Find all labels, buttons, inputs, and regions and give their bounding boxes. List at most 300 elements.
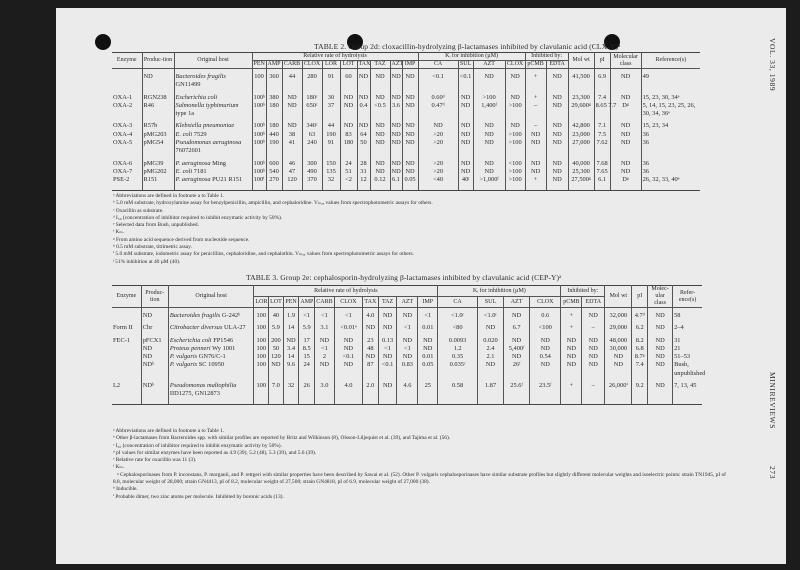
production-cell: pMG54 xyxy=(142,139,174,156)
value-cell: ND xyxy=(340,102,357,119)
value-cell: 8.65 7.7 xyxy=(594,102,610,119)
host-cell xyxy=(174,69,252,90)
value-cell: 5.9 xyxy=(269,320,284,332)
value-cell: 540 xyxy=(266,168,282,176)
value-cell: ND xyxy=(546,102,568,119)
value-cell: 0.01 xyxy=(418,353,438,361)
host-cell xyxy=(174,156,252,168)
value-cell: 0.01 xyxy=(418,320,438,332)
value-cell: ND xyxy=(530,361,561,378)
value-cell: 180 xyxy=(266,118,282,130)
value-cell: + xyxy=(561,320,582,332)
header-molecular-class: Molecular class xyxy=(610,53,641,69)
value-cell: 2.0 xyxy=(363,378,379,404)
enzyme-cell xyxy=(112,361,141,378)
header-substrate: TAZ xyxy=(378,297,397,308)
host-strain: GN76/C-1 xyxy=(198,353,226,361)
value-cell: ND xyxy=(505,90,525,102)
value-cell: 60 xyxy=(340,69,357,90)
value-cell: 1.9 xyxy=(283,308,299,321)
value-cell: 7.0 xyxy=(269,378,284,404)
header-enzyme: Enzyme xyxy=(112,286,141,308)
host-strain: GN11499 xyxy=(175,81,201,89)
value-cell: <1 xyxy=(334,308,362,321)
header-inhibited-by: EDTA xyxy=(582,297,605,308)
value-cell: 25,300 xyxy=(568,168,594,176)
header-substrate: AZT xyxy=(391,61,404,67)
enzyme-cell: FEC-1 xyxy=(112,333,141,345)
value-cell: 100ʰ xyxy=(253,167,266,175)
value-cell: ND xyxy=(370,131,390,139)
value-cell: >20 xyxy=(418,156,458,168)
host-strain: Ming xyxy=(212,159,227,167)
value-cell: 180ᶜ xyxy=(302,90,322,102)
value-cell: 360 xyxy=(266,69,282,90)
value-cell: 1.2 xyxy=(438,345,478,353)
value-cell: >100 xyxy=(505,139,525,156)
value-cell: <1 xyxy=(299,308,315,321)
value-cell: 27,000 xyxy=(568,139,594,156)
value-cell: 29,000 xyxy=(605,320,632,332)
value-cell: 8.7ᵍ xyxy=(632,353,648,361)
value-cell: 63 xyxy=(302,131,322,139)
value-cell: 150 xyxy=(322,156,340,168)
value-cell: ND xyxy=(458,156,473,168)
value-cell: ND xyxy=(561,353,582,361)
page-number: 273 xyxy=(768,466,777,480)
table-row xyxy=(112,320,702,332)
value-cell: ND xyxy=(402,69,418,90)
references-cell: 36 xyxy=(641,139,700,156)
host-species: P. vulgaris xyxy=(169,353,198,361)
value-cell: >20 xyxy=(418,131,458,139)
enzyme-cell: PSE-2 xyxy=(112,176,142,190)
footnote: ᵉ Relative rate for oxacillin was 11 (3). xyxy=(113,457,197,464)
header-relative-rate-group: Relative rate of hydrolysis xyxy=(254,286,438,297)
value-cell: 50 xyxy=(357,139,370,156)
value-cell: ND xyxy=(582,361,605,378)
value-cell: 40 xyxy=(269,308,284,321)
value-cell: 31 xyxy=(357,168,370,176)
host-species: Escherichia coli xyxy=(169,336,212,344)
host-cell xyxy=(168,320,254,332)
value-cell: 3.0 xyxy=(315,378,335,404)
value-cell: 100 xyxy=(254,345,269,353)
host-cell xyxy=(174,176,252,190)
header-pi: pI xyxy=(632,286,648,308)
table-row xyxy=(112,139,700,156)
enzyme-cell: OXA-7 xyxy=(112,168,142,176)
table3 xyxy=(112,285,706,405)
value-cell: 1,400ᶠ xyxy=(473,102,505,119)
value-cell: 100 xyxy=(254,320,269,332)
value-cell: 30 xyxy=(322,90,340,102)
value-cell: 7.62 xyxy=(594,139,610,156)
value-cell: 0.13 xyxy=(378,333,397,345)
value-cell: 50 xyxy=(269,345,284,353)
value-cell: ND xyxy=(282,102,302,119)
footnote: ᵉ Selected data from Bush, unpublished. xyxy=(113,222,199,229)
host-cell xyxy=(168,361,254,378)
production-cell: ND xyxy=(141,308,168,321)
value-cell: ND xyxy=(390,90,402,102)
header-substrate: IMP xyxy=(418,297,438,308)
value-cell: 300 xyxy=(302,156,322,168)
value-cell: ND xyxy=(458,139,473,156)
value-cell: <1.0ᶜ xyxy=(477,308,503,321)
value-cell: 100ʰ xyxy=(252,156,266,168)
value-cell: <40 xyxy=(418,176,458,190)
value-cell: ND xyxy=(458,102,473,119)
header-substrate: AMP xyxy=(299,297,315,308)
value-cell: 5,400ᶠ xyxy=(504,345,530,353)
host-species: Escherichia coli xyxy=(175,93,218,101)
value-cell: ND xyxy=(648,333,673,345)
table3-title: TABLE 3. Group 2e: cephalosporin-hydrolyzing β-lactamases inhibited by clavulanic acid (CEP-Y)ᵃ xyxy=(246,273,562,282)
header-inhibited-by: EDTA xyxy=(546,61,568,69)
table-row xyxy=(112,118,700,130)
production-cell: ND xyxy=(141,353,168,361)
value-cell: 17 xyxy=(299,333,315,345)
host-species: Bacteroides fragilis xyxy=(169,312,221,319)
header-references: Refer-ence(s) xyxy=(673,286,702,308)
footnote: ᶠ Kₘ. xyxy=(113,229,125,236)
value-cell: ND xyxy=(282,118,302,130)
header-references: Reference(s) xyxy=(641,53,700,69)
value-cell: 23 xyxy=(363,333,379,345)
host-strain: SC 10950 xyxy=(198,361,225,369)
host-cell xyxy=(168,345,254,353)
value-cell: 380 xyxy=(266,90,282,102)
value-cell: 3.1 xyxy=(315,320,335,332)
value-cell: 370 xyxy=(302,176,322,190)
value-cell: <1.0ᶜ xyxy=(438,308,478,321)
header-substrate: CLOX xyxy=(334,297,362,308)
value-cell: >100 xyxy=(473,90,505,102)
value-cell: 23,000 xyxy=(568,131,594,139)
value-cell: 32 xyxy=(322,176,340,190)
value-cell: <0.1 xyxy=(334,353,362,361)
value-cell: <1 xyxy=(397,345,418,353)
enzyme-cell: OXA-3 xyxy=(112,118,142,130)
value-cell: ND xyxy=(402,139,418,156)
production-cell: pFCX1 xyxy=(141,333,168,345)
header-substrate: PEN xyxy=(283,297,299,308)
value-cell: 8.5 xyxy=(299,345,315,353)
value-cell: ND xyxy=(390,156,402,168)
footnote: ʲ 51% inhibition at 40 µM (40). xyxy=(113,258,181,265)
references-cell: 36 xyxy=(641,168,700,176)
value-cell: 190 xyxy=(322,131,340,139)
footnote: ᶜ Oxacillin as substrate. xyxy=(113,207,164,214)
value-cell: 0.35 xyxy=(438,353,478,361)
value-cell: Dᵍ xyxy=(610,102,641,119)
value-cell: ND xyxy=(458,168,473,176)
header-molecular-class: Molec-ular class xyxy=(648,286,673,308)
enzyme-cell: L2 xyxy=(112,378,141,404)
value-cell: 180 xyxy=(266,102,282,119)
value-cell: + xyxy=(525,90,546,102)
value-cell: ND xyxy=(334,361,362,378)
value-cell: ND xyxy=(370,69,390,90)
value-cell: ND xyxy=(582,345,605,353)
enzyme-cell xyxy=(112,308,141,321)
value-cell: 32,000 xyxy=(605,308,632,321)
value-cell: ND xyxy=(610,131,641,139)
value-cell: <0.1 xyxy=(378,361,397,378)
header-inhibited-by-group: Inhibited by: xyxy=(525,53,568,61)
header-inhibitor: AZT xyxy=(473,61,505,69)
value-cell: 12 xyxy=(357,176,370,190)
header-relative-rate-group: Relative rate of hydrolysis xyxy=(252,53,418,61)
value-cell: 47 xyxy=(282,168,302,176)
value-cell: 100ⁱ xyxy=(252,176,266,190)
header-inhibitor: CA xyxy=(438,297,478,308)
header-inhibitor: CA xyxy=(418,61,458,69)
value-cell: ND xyxy=(458,90,473,102)
host-cell xyxy=(174,139,252,156)
value-cell: 100 xyxy=(252,69,266,90)
value-cell: ND xyxy=(477,320,503,332)
value-cell: ND xyxy=(648,353,673,361)
enzyme-cell: OXA-2 xyxy=(112,102,142,119)
value-cell: 0.05 xyxy=(402,176,418,190)
host-species: P. aeruginosa xyxy=(175,176,211,184)
value-cell: <0.01ᵉ xyxy=(334,320,362,332)
value-cell: 46 xyxy=(282,156,302,168)
table-row xyxy=(112,333,702,345)
value-cell: ND xyxy=(390,118,402,130)
value-cell: >100 xyxy=(505,102,525,119)
value-cell: 0.58 xyxy=(438,378,478,404)
value-cell: ND xyxy=(582,353,605,361)
header-inhibited-by: pCMB xyxy=(561,297,582,308)
header-pi: pI xyxy=(594,53,610,69)
header-substrate: LOR xyxy=(322,61,340,69)
footnote: ᶜ I₅₀ (concentration of inhibitor required to inhibit enzymatic activity by 50%). xyxy=(113,442,282,449)
value-cell: ND xyxy=(610,139,641,156)
references-cell: 51–53 xyxy=(673,353,702,361)
value-cell: 23.5ᶠ xyxy=(530,378,561,404)
host-cell xyxy=(174,90,252,102)
value-cell: ND xyxy=(582,308,605,321)
references-cell: 5, 14, 15, 23, 25, 26, 30, 34, 36ᵉ xyxy=(641,102,700,119)
header-substrate: CLOX xyxy=(303,61,321,67)
references-cell: Bush, unpublished xyxy=(674,361,706,377)
table2-footnotes xyxy=(113,193,733,266)
value-cell: ND xyxy=(357,118,370,130)
header-substrate: CARB xyxy=(315,297,335,308)
value-cell: ND xyxy=(402,131,418,139)
header-enzyme: Enzyme xyxy=(112,53,142,69)
enzyme-cell xyxy=(112,69,142,90)
host-strain: ULA-27 xyxy=(223,324,246,332)
footnote: ᵇ 5.0 mM substrate, hydroxylamine assay for benzylpenicillin, ampicillin, and cephaloridine. Vₘₐₓ values from spectrophotometric assays for others. xyxy=(113,200,433,207)
value-cell: 7.68 xyxy=(594,156,610,168)
table2-title: TABLE 2. Group 2d: cloxacillin-hydrolyzing β-lactamases inhibited by clavulanic acid (CLX-Y)ᵃ xyxy=(314,42,621,51)
value-cell: 1.87 xyxy=(477,378,503,404)
header-substrate: AZT xyxy=(397,297,418,308)
value-cell: 25.6ᶠ xyxy=(504,378,530,404)
value-cell: 6.9 xyxy=(594,69,610,90)
value-cell: ND xyxy=(648,378,673,404)
table-row xyxy=(112,361,702,378)
footnote: ᵈ I₅₀ (concentration of inhibitor required to inhibit enzymatic activity by 50%). xyxy=(113,214,283,221)
value-cell: 0.54 xyxy=(530,353,561,361)
value-cell: 100ʰ xyxy=(253,130,266,138)
value-cell: 4.7ᵈ xyxy=(632,308,648,321)
value-cell: 41,500 xyxy=(568,69,594,90)
header-substrate: LOT xyxy=(269,297,284,308)
value-cell: ND xyxy=(397,333,418,345)
header-substrate: LOR xyxy=(254,297,269,308)
header-inhibitor: AZT xyxy=(504,297,530,308)
value-cell: 100ᵇ xyxy=(252,90,266,102)
enzyme-cell: OXA-5 xyxy=(112,139,142,156)
value-cell: <0.1 xyxy=(418,69,458,90)
value-cell: 37 xyxy=(322,102,340,119)
value-cell: ND xyxy=(504,353,530,361)
value-cell: ND xyxy=(504,308,530,321)
production-cell: R57b xyxy=(142,118,174,130)
value-cell: >20 xyxy=(418,168,458,176)
value-cell: 26ᶠ xyxy=(504,361,530,378)
value-cell: 24 xyxy=(299,361,315,378)
value-cell: <1 xyxy=(315,308,335,321)
value-cell: ND xyxy=(525,168,546,176)
value-cell: 9.6 xyxy=(283,361,299,378)
footnote: ᵃ Abbreviations are defined in footnote a to Table 1. xyxy=(113,428,225,434)
value-cell: <100 xyxy=(505,156,525,168)
value-cell: Dᵍ xyxy=(610,176,641,190)
table-row xyxy=(112,378,702,404)
header-original-host: Original host xyxy=(168,286,254,308)
header-mol-wt: Mol wt xyxy=(605,286,632,308)
enzyme-cell: OXA-4 xyxy=(112,131,142,139)
value-cell: <1 xyxy=(418,308,438,321)
value-cell: ND xyxy=(546,131,568,139)
value-cell: 48 xyxy=(363,345,379,353)
table-row xyxy=(112,353,702,361)
table-row xyxy=(112,176,700,190)
value-cell: 27,500ᵍ xyxy=(568,176,594,190)
value-cell: 14 xyxy=(283,353,299,361)
value-cell: ND xyxy=(473,118,505,130)
host-cell xyxy=(168,333,254,345)
host-species: Bacteroides fragilis xyxy=(175,73,226,80)
value-cell: ND xyxy=(546,118,568,130)
table-row xyxy=(112,345,702,353)
production-cell: R151 xyxy=(142,176,174,190)
value-cell: ND xyxy=(546,176,568,190)
value-cell: 3.6 xyxy=(390,102,402,119)
table-row xyxy=(112,69,700,90)
host-cell xyxy=(174,168,252,176)
value-cell: 240 xyxy=(302,139,322,156)
value-cell: 32 xyxy=(283,378,299,404)
value-cell: 87 xyxy=(363,361,379,378)
production-cell: NDʰ xyxy=(141,361,168,378)
value-cell: ND xyxy=(525,139,546,156)
value-cell: 0.83 xyxy=(397,361,418,378)
value-cell: 40,000 xyxy=(568,156,594,168)
value-cell: 7.4 xyxy=(632,361,648,378)
value-cell: ND xyxy=(505,69,525,90)
value-cell: <0.1 xyxy=(458,69,473,90)
value-cell: + xyxy=(561,378,582,404)
value-cell: ND xyxy=(402,156,418,168)
host-species: Citrobacter diversus xyxy=(169,324,223,332)
value-cell: ND xyxy=(582,333,605,345)
value-cell: ND xyxy=(473,139,505,156)
value-cell: ND xyxy=(610,69,641,90)
footnote: ᵍ Cephalosporinases from P. inconstans, P. morganii, and P. rettgeri with similar properties have been described by Sawai et al. (52). Other P. vulgaris cephalosporinases have similar substrate profiles but slightly different molecular weights and isoelectric points: strain TN1945, pI of 8.8, molecular weight of 28,000; strain GN4413, pI of 8.2, molecular weight of 27,500; strain GN4818, pI of 6.9, molecular weight of 27,000 (38). xyxy=(113,471,726,486)
value-cell: 7.4 xyxy=(594,90,610,102)
value-cell: 490 xyxy=(302,168,322,176)
value-cell: – xyxy=(525,102,546,119)
value-cell: >100 xyxy=(505,168,525,176)
value-cell: 100ʰ xyxy=(252,139,266,156)
header-substrate: PEN xyxy=(253,61,265,67)
value-cell: 100 xyxy=(254,361,269,378)
value-cell: 440 xyxy=(266,131,282,139)
value-cell: 5.9 xyxy=(299,320,315,332)
value-cell: 28 xyxy=(357,156,370,168)
value-cell: ND xyxy=(504,333,530,345)
header-ki-group: Kᵢ for inhibition (µM) xyxy=(418,53,525,61)
value-cell: ND xyxy=(357,90,370,102)
header-inhibitor: SUL xyxy=(477,297,503,308)
value-cell: 0.47ᵈ xyxy=(418,102,458,119)
value-cell: 600 xyxy=(266,156,282,168)
production-cell: pMG39 xyxy=(142,156,174,168)
value-cell: ND xyxy=(546,90,568,102)
value-cell: ND xyxy=(605,361,632,378)
references-cell: 7, 13, 45 xyxy=(673,378,702,404)
value-cell: <1 xyxy=(397,320,418,332)
table-row xyxy=(112,308,702,321)
header-original-host: Original host xyxy=(174,53,252,69)
production-cell: NDʰ xyxy=(141,378,168,404)
value-cell: ND xyxy=(418,333,438,345)
value-cell: ND xyxy=(390,139,402,156)
value-cell: ND xyxy=(605,353,632,361)
value-cell: ND xyxy=(391,167,401,175)
value-cell: ND xyxy=(390,69,402,90)
value-cell: ND xyxy=(378,308,397,321)
value-cell: 100 xyxy=(254,308,269,321)
host-strain: G-242ᵇ xyxy=(221,312,241,319)
value-cell: ND xyxy=(397,308,418,321)
value-cell: ND xyxy=(648,361,673,378)
value-cell: >1,000ᶠ xyxy=(473,176,505,190)
value-cell: 25 xyxy=(418,378,438,404)
host-cell xyxy=(168,308,254,321)
value-cell: ND xyxy=(269,361,284,378)
host-strain: IID1275, GN12873 xyxy=(169,390,220,398)
value-cell: 0.6 xyxy=(530,308,561,321)
production-cell: ND xyxy=(142,69,174,90)
footnote: ⁱ 5.0 mM substrate, iodometric assay for penicillins, cephaloridine, and cephalothin. Vₘₐₓ values from spectrophotometric assays for others. xyxy=(113,251,414,258)
volume-label: VOL. 33, 1989 xyxy=(768,38,777,92)
footnote: ᵃ Abbreviations are defined in footnote a to Table 1. xyxy=(113,193,225,199)
header-substrate: CARB xyxy=(283,61,301,67)
value-cell: ND xyxy=(610,90,641,102)
value-cell: 29,600ᵍ xyxy=(568,102,594,119)
value-cell: ND xyxy=(363,320,379,332)
value-cell: 7.1 xyxy=(594,118,610,130)
value-cell: 3.4 xyxy=(283,345,299,353)
